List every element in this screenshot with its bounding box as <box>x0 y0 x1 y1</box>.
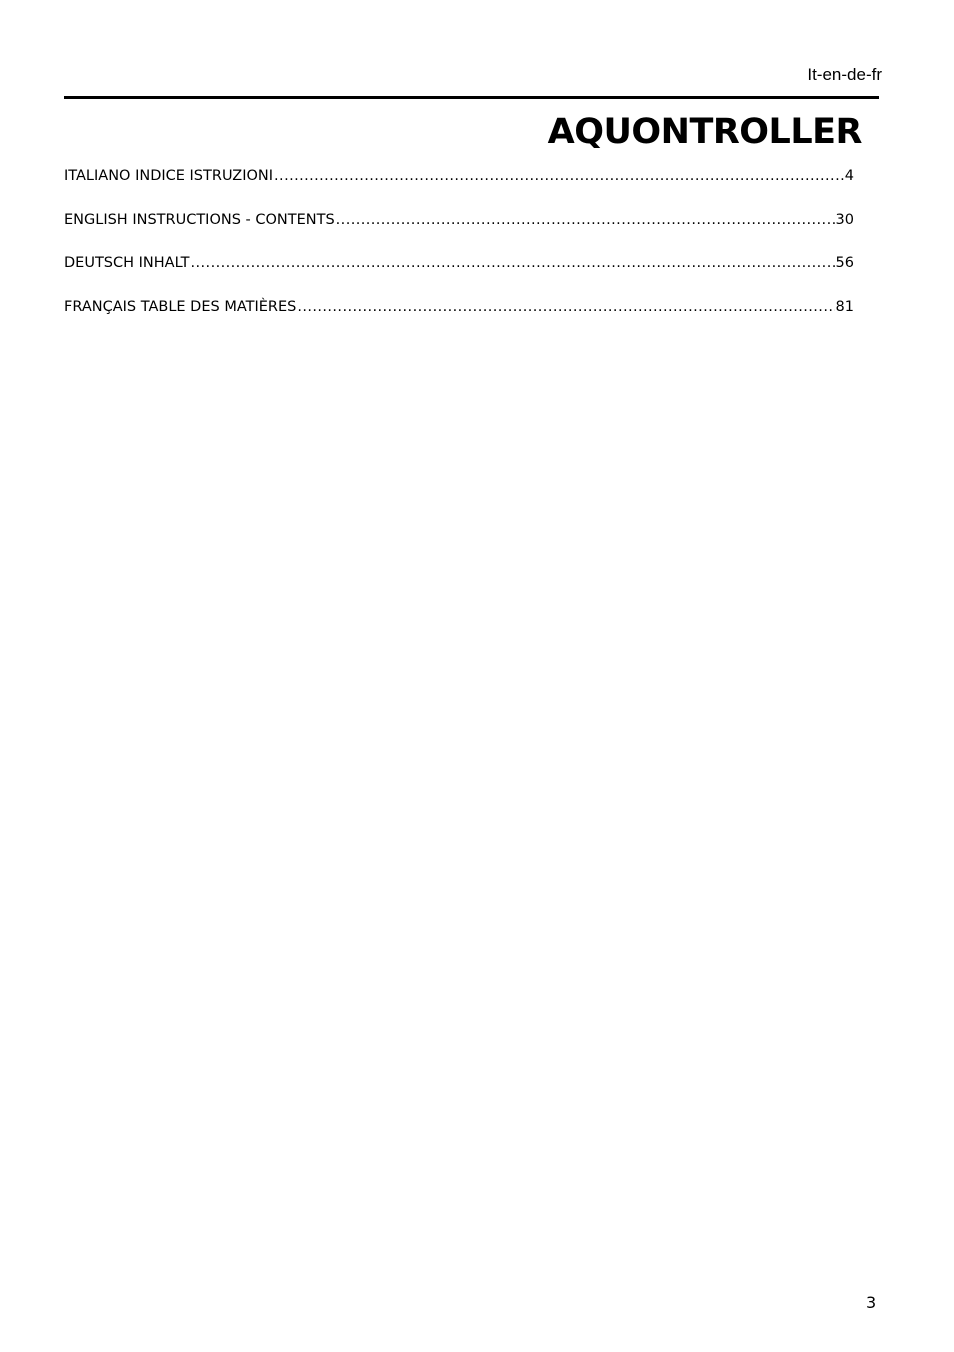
header-divider <box>64 96 879 99</box>
toc-entry-page: 4 <box>844 168 854 184</box>
toc-entry-english[interactable] <box>64 210 854 230</box>
toc-entry-deutsch[interactable] <box>64 253 854 273</box>
document-title: AQUONTROLLER <box>547 112 862 152</box>
page-number: 3 <box>866 1293 877 1312</box>
toc-dot-leader <box>274 166 844 186</box>
toc-dot-leader <box>336 210 835 230</box>
toc-entry-label: DEUTSCH INHALT <box>64 255 190 271</box>
toc-dot-leader <box>297 297 834 317</box>
toc-entry-page: 81 <box>835 298 854 315</box>
toc-entry-label: ENGLISH INSTRUCTIONS - CONTENTS <box>64 211 335 228</box>
toc-entry-page: 56 <box>835 255 854 271</box>
toc-entry-label: FRANÇAIS TABLE DES MATIÈRES <box>64 298 297 315</box>
language-codes: It-en-de-fr <box>807 65 882 84</box>
toc-entry-italiano[interactable] <box>64 166 854 186</box>
toc-entry-label: ITALIANO INDICE ISTRUZIONI <box>64 168 274 184</box>
toc-entry-francais[interactable] <box>64 297 854 317</box>
table-of-contents <box>64 166 854 340</box>
toc-dot-leader <box>191 253 835 273</box>
toc-entry-page: 30 <box>835 211 854 228</box>
